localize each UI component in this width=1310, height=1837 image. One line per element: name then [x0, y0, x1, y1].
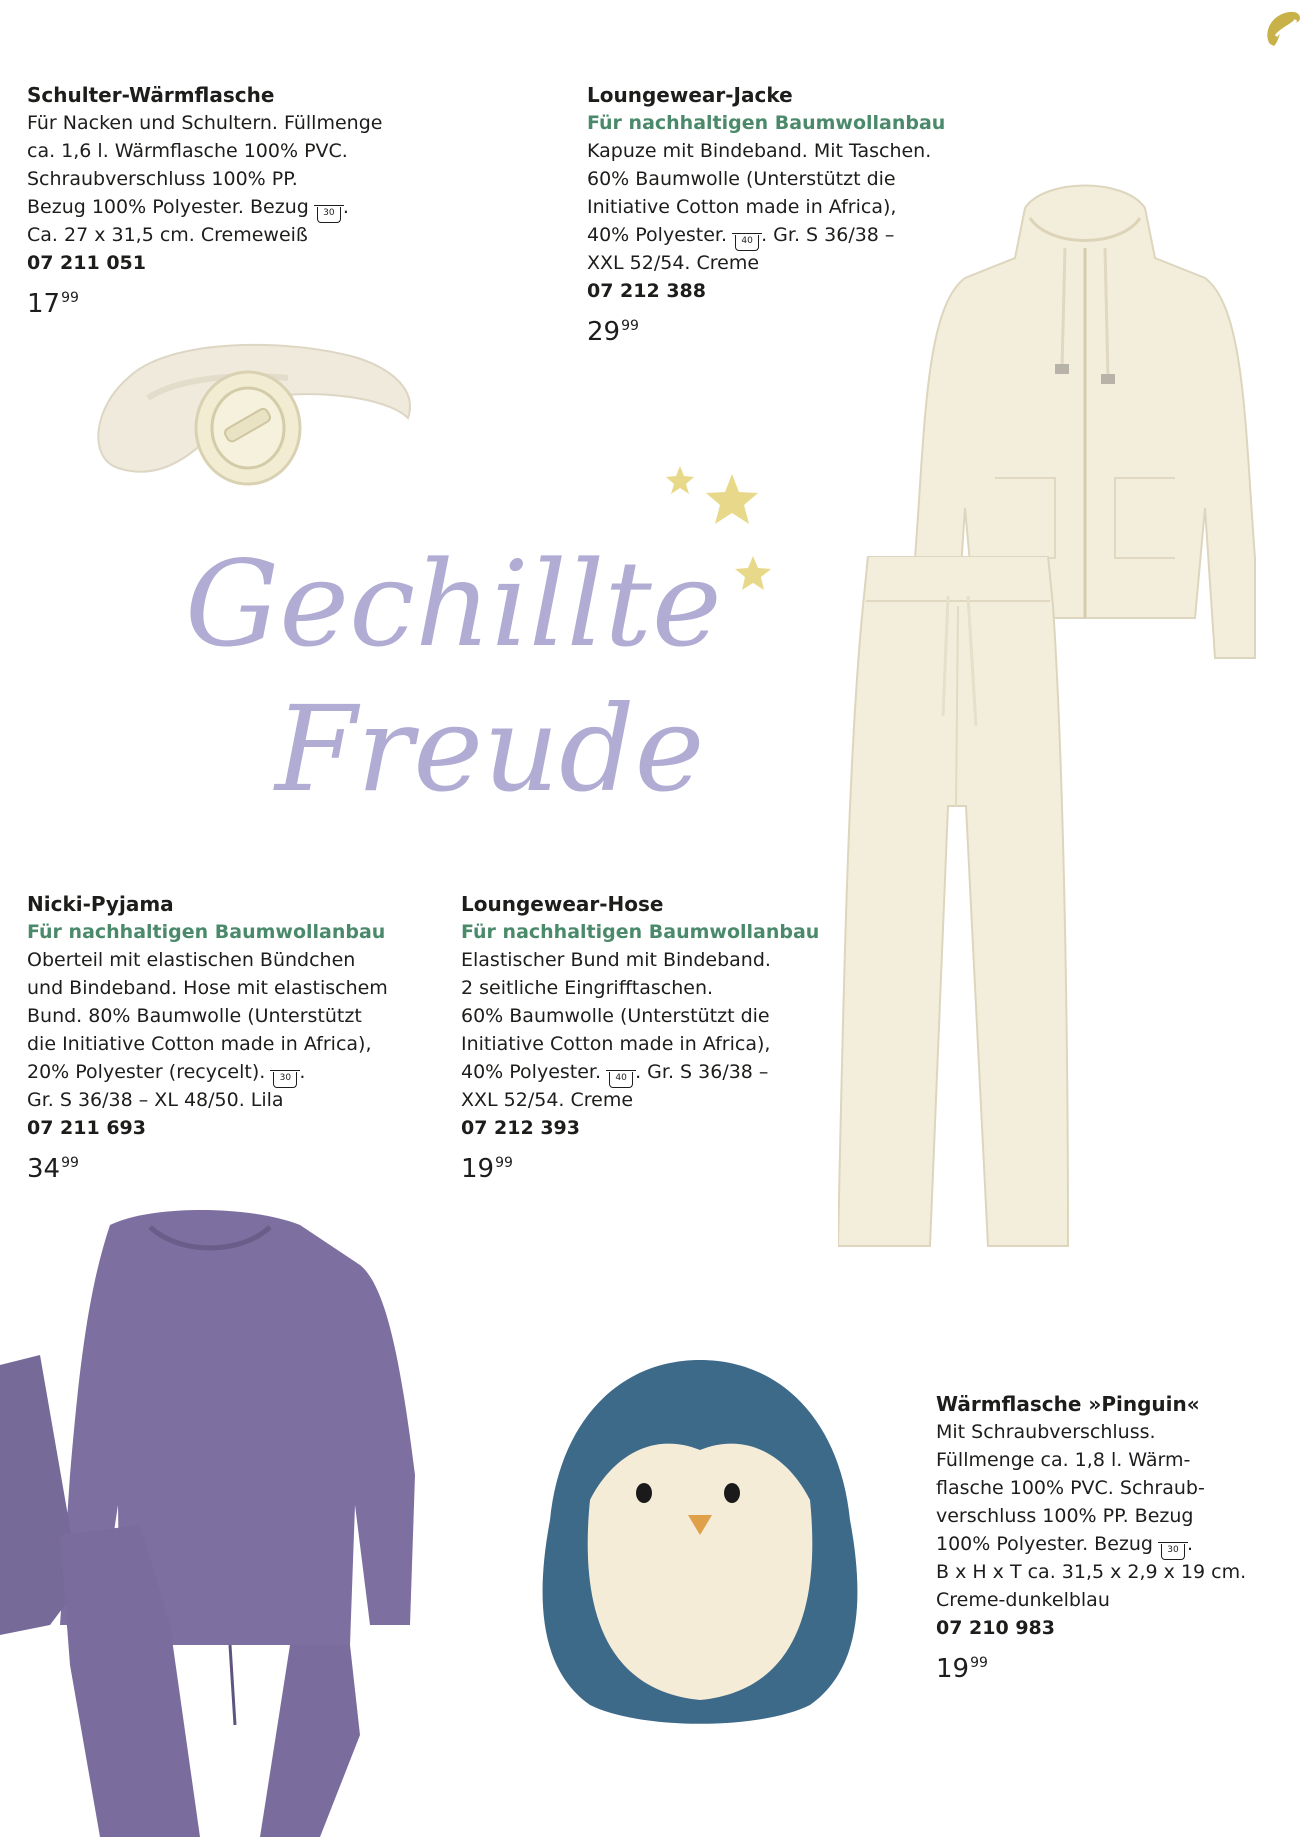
- article-number: 07 210 983: [936, 1617, 1055, 1639]
- product-desc-line: die Initiative Cotton made in Africa),: [27, 1033, 372, 1055]
- product-desc-line: Kapuze mit Bindeband. Mit Taschen.: [587, 140, 932, 162]
- product-desc-line: 60% Baumwolle (Unterstützt die: [461, 1005, 770, 1027]
- product-loungewear-jacke: [587, 81, 945, 349]
- product-desc-line: Bezug 100% Polyester. Bezug 30 .: [27, 193, 382, 221]
- product-desc-line: Schraubverschluss 100% PP.: [27, 168, 298, 190]
- product-title: Wärmflasche »Pinguin«: [936, 1392, 1200, 1416]
- price: $17^{99}$: [27, 289, 79, 319]
- headline-line-2: Freude: [275, 680, 705, 818]
- wash-symbol-icon: 30: [273, 1072, 297, 1088]
- price: $19^{99}$: [461, 1154, 513, 1184]
- wash-symbol-icon: 40: [609, 1072, 633, 1088]
- product-desc-line: XXL 52/54. Creme: [587, 252, 760, 274]
- article-number: 07 212 393: [461, 1117, 580, 1139]
- product-title: Loungewear-Jacke: [587, 83, 793, 107]
- article-number: 07 212 388: [587, 280, 706, 302]
- product-desc-line: 40% Polyester. 40 . Gr. S 36/38 –: [461, 1058, 819, 1086]
- product-desc-line: Füllmenge ca. 1,8 l. Wärm-: [936, 1449, 1191, 1471]
- product-desc-line: B x H x T ca. 31,5 x 2,9 x 19 cm.: [936, 1561, 1247, 1583]
- product-desc-line: Gr. S 36/38 – XL 48/50. Lila: [27, 1089, 284, 1111]
- product-desc-line: Creme-dunkelblau: [936, 1589, 1110, 1611]
- product-desc-line: Initiative Cotton made in Africa),: [461, 1033, 771, 1055]
- product-subtitle: Für nachhaltigen Baumwollanbau: [587, 112, 946, 134]
- product-desc-line: Für Nacken und Schultern. Füllmenge: [27, 112, 383, 134]
- product-desc-line: und Bindeband. Hose mit elastischem: [27, 977, 388, 999]
- product-desc-line: Bund. 80% Baumwolle (Unterstützt: [27, 1005, 362, 1027]
- price: $34^{99}$: [27, 1154, 79, 1184]
- product-desc-line: XXL 52/54. Creme: [461, 1089, 634, 1111]
- product-subtitle: Für nachhaltigen Baumwollanbau: [461, 921, 820, 943]
- product-schulter-waermflasche: [27, 81, 382, 321]
- coffee-bean-logo: [1262, 6, 1304, 50]
- product-desc-line: ca. 1,6 l. Wärmflasche 100% PVC.: [27, 140, 348, 162]
- product-desc-line: 40% Polyester. 40 . Gr. S 36/38 –: [587, 221, 945, 249]
- product-desc-line: 100% Polyester. Bezug 30 .: [936, 1530, 1246, 1558]
- product-desc-line: flasche 100% PVC. Schraub-: [936, 1477, 1205, 1499]
- product-nicki-pyjama: [27, 890, 388, 1186]
- wash-symbol-icon: 30: [1161, 1544, 1185, 1560]
- product-desc-line: 2 seitliche Eingrifftaschen.: [461, 977, 714, 999]
- product-desc-line: Initiative Cotton made in Africa),: [587, 196, 897, 218]
- product-title: Schulter-Wärmflasche: [27, 83, 275, 107]
- shoulder-warm-bottle-image: [88, 318, 428, 498]
- wash-symbol-icon: 30: [317, 207, 341, 223]
- product-desc-line: Oberteil mit elastischen Bündchen: [27, 949, 356, 971]
- price: $19^{99}$: [936, 1654, 988, 1684]
- product-desc-line: verschluss 100% PP. Bezug: [936, 1505, 1194, 1527]
- price: $29^{99}$: [587, 317, 639, 347]
- article-number: 07 211 693: [27, 1117, 146, 1139]
- lila-pyjama-image: [0, 1205, 430, 1837]
- lounge-pants-image: [838, 556, 1078, 1256]
- headline-line-1: Gechillte: [185, 535, 722, 673]
- product-desc-line: 20% Polyester (recycelt). 30 .: [27, 1058, 388, 1086]
- product-loungewear-hose: [461, 890, 819, 1186]
- product-desc-line: Ca. 27 x 31,5 cm. Cremeweiß: [27, 224, 308, 246]
- product-title: Loungewear-Hose: [461, 892, 664, 916]
- product-desc-line: Elastischer Bund mit Bindeband.: [461, 949, 771, 971]
- product-desc-line: Mit Schraubverschluss.: [936, 1421, 1156, 1443]
- article-number: 07 211 051: [27, 252, 146, 274]
- product-desc-line: 60% Baumwolle (Unterstützt die: [587, 168, 896, 190]
- product-title: Nicki-Pyjama: [27, 892, 174, 916]
- wash-symbol-icon: 40: [735, 235, 759, 251]
- penguin-warm-bottle-image: [520, 1350, 880, 1730]
- decorative-stars-icon: [660, 460, 780, 600]
- product-waermflasche-pinguin: [936, 1390, 1246, 1686]
- product-subtitle: Für nachhaltigen Baumwollanbau: [27, 921, 386, 943]
